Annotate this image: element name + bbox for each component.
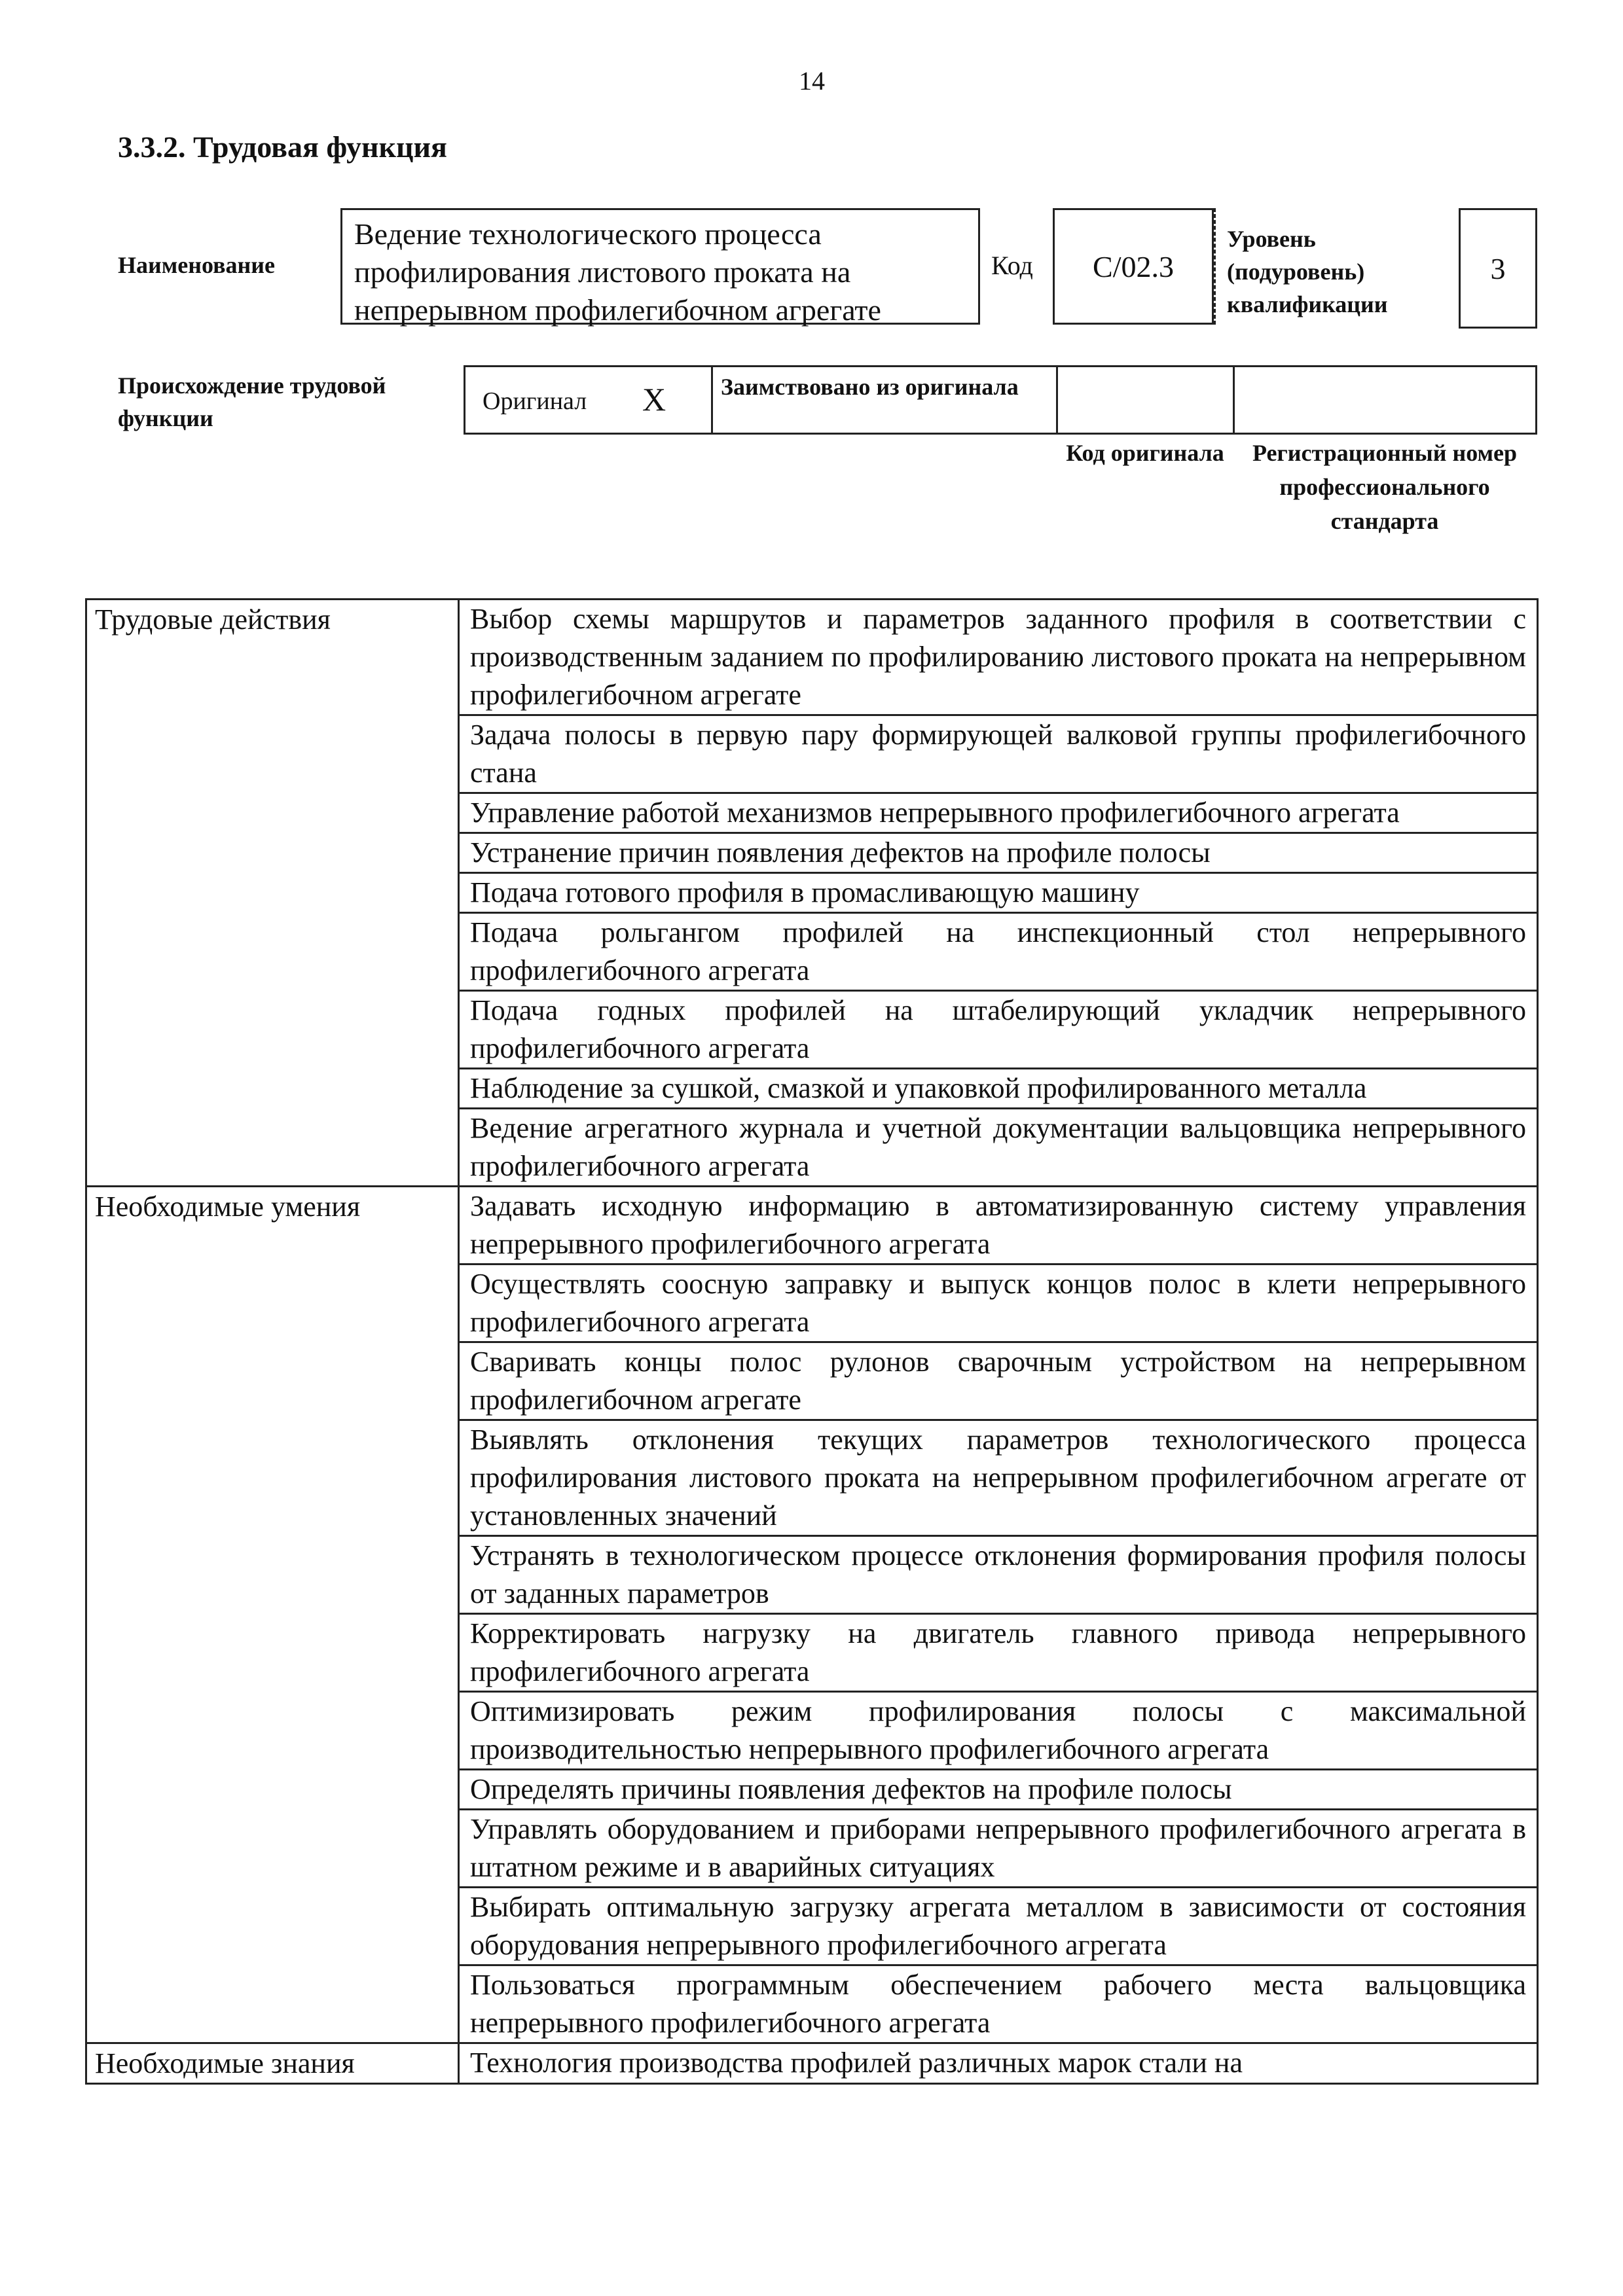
section-item-cell: Пользоваться программным обеспечением рабочего места вальцовщика непрерывного профилегибочного агрегата [459,1965,1538,2043]
section-item-cell: Устранение причин появления дефектов на профиле полосы [459,833,1538,873]
section-item-cell: Задача полосы в первую пару формирующей валковой группы профилегибочного стана [459,715,1538,793]
caption-registration-number: Регистрационный номер профессионального стандарта [1252,440,1518,534]
section-item-cell: Подача готового профиля в промасливающую машину [459,873,1538,913]
section-item-cell: Выбор схемы маршрутов и параметров заданного профиля в соответствии с производственным заданием по профилированию листового проката на непрерывном профилегибочном агрегате [459,600,1538,715]
function-name-box [340,208,980,325]
level-value: 3 [1490,251,1506,285]
section-item-cell: Управление работой механизмов непрерывного профилегибочного агрегата [459,793,1538,833]
original-label: Оригинал [483,387,587,415]
code-box [1053,208,1214,325]
code-label: Код [991,251,1033,280]
section-item-cell: Устранять в технологическом процессе отклонения формирования профиля полосы от заданных параметров [459,1536,1538,1614]
function-name-value: Ведение технологического процесса профилирования листового проката на непрерывном профилегибочном агрегате [354,217,881,327]
section-item-cell: Ведение агрегатного журнала и учетной документации вальцовщика непрерывного профилегибочного агрегата [459,1109,1538,1187]
origin-table [464,365,1537,435]
section-item-cell: Выявлять отклонения текущих параметров технологического процесса профилирования листового проката на непрерывном профилегибочном агрегате от установленных значений [459,1420,1538,1536]
original-mark: X [642,381,666,418]
section-item-cell: Управлять оборудованием и приборами непрерывного профилегибочного агрегата в штатном режиме и в аварийных ситуациях [459,1810,1538,1888]
section-item-cell: Оптимизировать режим профилирования полосы с максимальной производительностью непрерывного профилегибочного агрегата [459,1692,1538,1770]
caption-original-code: Код оригинала [1066,440,1224,466]
borrowed-label: Заимствовано из оригинала [721,374,1019,400]
section-item-cell: Задавать исходную информацию в автоматизированную систему управления непрерывного профилегибочного агрегата [459,1187,1538,1265]
section-item-cell: Наблюдение за сушкой, смазкой и упаковкой профилированного металла [459,1069,1538,1109]
table-row [86,2043,1538,2084]
section-title-cell: Трудовые действия [86,600,459,1187]
section-item-cell: Определять причины появления дефектов на профиле полосы [459,1770,1538,1810]
borrowed-cell [713,367,1058,433]
section-item-cell: Сваривать концы полос рулонов сварочным устройством на непрерывном профилегибочном агрегате [459,1342,1538,1420]
level-box [1459,208,1537,329]
origin-label: Происхождение трудовой функции [118,372,386,431]
section-title-cell: Необходимые знания [86,2043,459,2084]
section-title-cell: Необходимые умения [86,1187,459,2043]
table-row [86,600,1538,715]
original-code-cell [1058,367,1235,433]
section-title: 3.3.2. Трудовая функция [118,130,447,164]
page-number: 14 [799,66,825,96]
level-label: Уровень (подуровень) квалификации [1227,226,1388,317]
original-cell [465,367,713,433]
section-item-cell: Осуществлять соосную заправку и выпуск концов полос в клети непрерывного профилегибочного агрегата [459,1265,1538,1342]
section-item-cell: Корректировать нагрузку на двигатель главного привода непрерывного профилегибочного агрегата [459,1614,1538,1692]
section-item-cell: Подача годных профилей на штабелирующий укладчик непрерывного профилегибочного агрегата [459,991,1538,1069]
section-item-cell: Подача рольгангом профилей на инспекционный стол непрерывного профилегибочного агрегата [459,913,1538,991]
table-row [86,1187,1538,1265]
function-details-table [85,598,1539,2085]
section-item-cell: Технология производства профилей различных марок стали на [459,2043,1538,2084]
registration-number-cell [1235,367,1537,433]
name-label: Наименование [118,252,275,278]
code-divider [1214,208,1216,325]
section-item-cell: Выбирать оптимальную загрузку агрегата металлом в зависимости от состояния оборудования непрерывного профилегибочного агрегата [459,1888,1538,1965]
code-value: С/02.3 [1093,249,1174,283]
